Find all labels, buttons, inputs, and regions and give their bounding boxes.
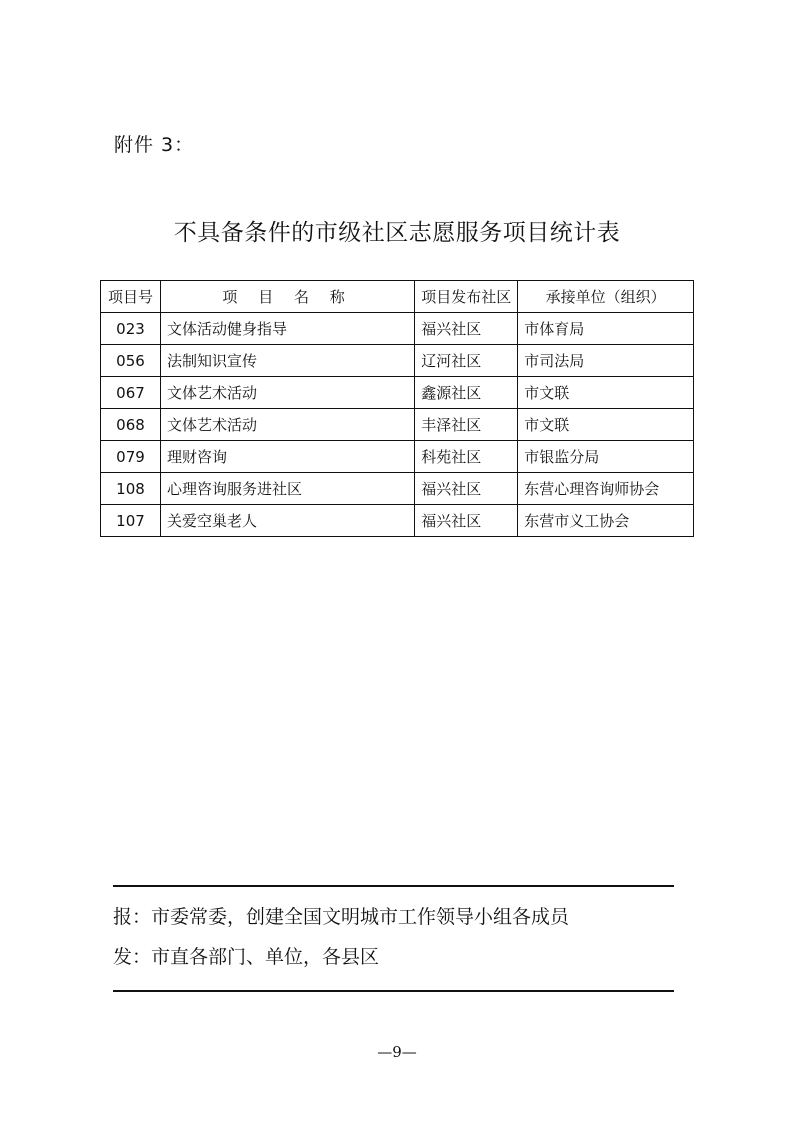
cell-project-name: 关爱空巢老人 (160, 505, 414, 537)
cell-project-name: 文体艺术活动 (160, 377, 414, 409)
cell-unit: 市体育局 (518, 313, 694, 345)
send-to-line: 发：市直各部门、单位，各县区 (113, 946, 380, 968)
cell-community: 福兴社区 (415, 505, 518, 537)
cell-unit: 市司法局 (518, 345, 694, 377)
header-project-name: 项 目 名 称 (160, 281, 414, 313)
cell-unit: 市文联 (518, 377, 694, 409)
distribution-top-rule (113, 885, 674, 887)
cell-community: 福兴社区 (415, 313, 518, 345)
cell-project-name: 法制知识宣传 (160, 345, 414, 377)
table-row (101, 441, 694, 473)
table-row (101, 313, 694, 345)
cell-project-id: 107 (101, 505, 161, 537)
cell-project-name: 理财咨询 (160, 441, 414, 473)
cell-project-id: 068 (101, 409, 161, 441)
table-header-row (101, 281, 694, 313)
cell-unit: 市银监分局 (518, 441, 694, 473)
table-row (101, 345, 694, 377)
cell-unit: 市文联 (518, 409, 694, 441)
cell-project-name: 文体艺术活动 (160, 409, 414, 441)
cell-project-id: 067 (101, 377, 161, 409)
cell-project-id: 023 (101, 313, 161, 345)
cell-unit: 东营心理咨询师协会 (518, 473, 694, 505)
header-project-id: 项目号 (101, 281, 161, 313)
cell-community: 鑫源社区 (415, 377, 518, 409)
distribution-bottom-rule (113, 990, 674, 992)
cell-project-id: 079 (101, 441, 161, 473)
table-row (101, 409, 694, 441)
cell-project-id: 056 (101, 345, 161, 377)
report-to-line: 报：市委常委，创建全国文明城市工作领导小组各成员 (113, 906, 570, 928)
attachment-label: 附件 3： (114, 134, 195, 156)
table-row (101, 473, 694, 505)
cell-community: 科苑社区 (415, 441, 518, 473)
header-undertaking-unit: 承接单位（组织） (518, 281, 694, 313)
cell-community: 丰泽社区 (415, 409, 518, 441)
cell-unit: 东营市义工协会 (518, 505, 694, 537)
cell-project-name: 文体活动健身指导 (160, 313, 414, 345)
cell-community: 辽河社区 (415, 345, 518, 377)
cell-project-id: 108 (101, 473, 161, 505)
page-number: —9— (377, 1043, 417, 1061)
document-title: 不具备条件的市级社区志愿服务项目统计表 (173, 220, 621, 246)
table-row (101, 377, 694, 409)
project-stats-table (100, 280, 694, 537)
cell-project-name: 心理咨询服务进社区 (160, 473, 414, 505)
table-row (101, 505, 694, 537)
cell-community: 福兴社区 (415, 473, 518, 505)
header-publishing-community: 项目发布社区 (415, 281, 518, 313)
